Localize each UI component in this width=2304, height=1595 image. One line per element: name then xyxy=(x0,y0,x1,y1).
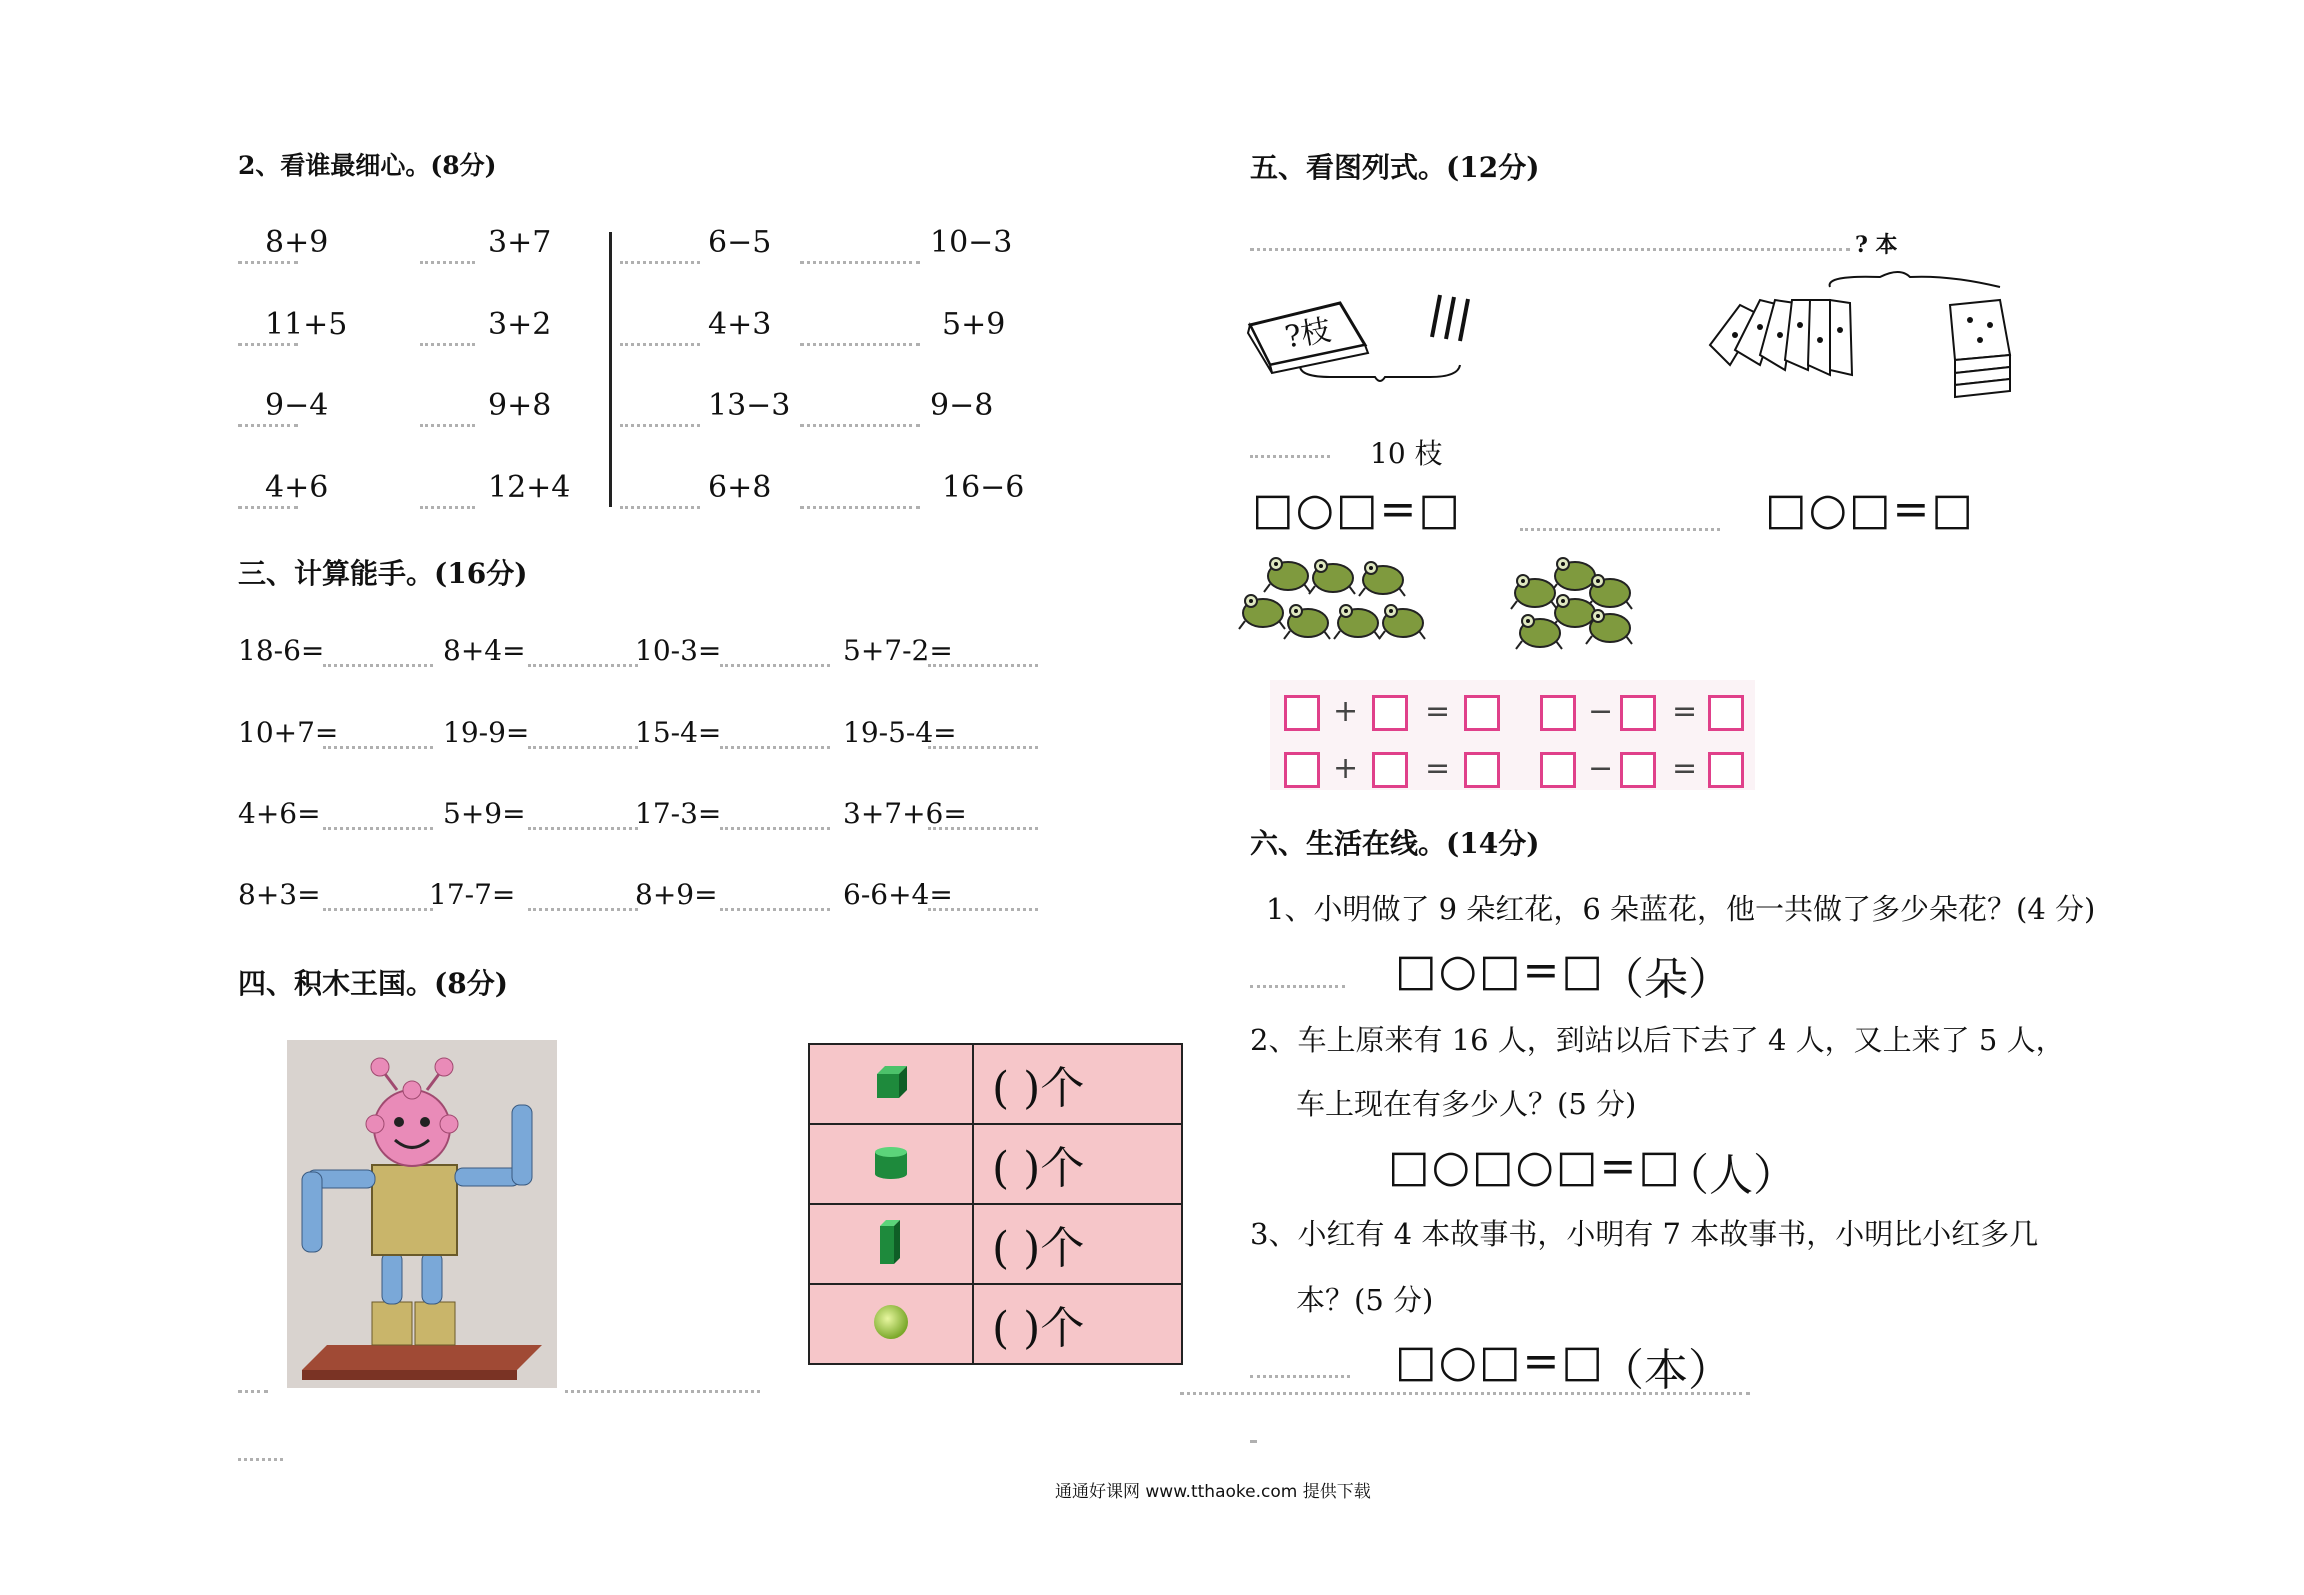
cylinder-count-answer[interactable]: ( )个 xyxy=(973,1124,1182,1204)
calculation-item[interactable]: 5+9= xyxy=(443,797,526,830)
frog-icon xyxy=(1334,605,1380,639)
mental-math-expression: 13−3 xyxy=(708,388,791,423)
cylinder-icon xyxy=(871,1167,911,1186)
pink-box[interactable] xyxy=(1540,695,1576,731)
pencils-total-label: 10 枝 xyxy=(1370,437,1443,470)
mental-math-expression: 4+3 xyxy=(708,307,772,342)
plus-sign: + xyxy=(1333,694,1359,729)
frog-icon xyxy=(1309,560,1355,594)
frog-icon xyxy=(1511,575,1557,609)
pink-box[interactable] xyxy=(1540,752,1576,788)
pink-box[interactable] xyxy=(1708,695,1744,731)
cube-count-answer[interactable]: ( )个 xyxy=(973,1044,1182,1124)
pink-box[interactable] xyxy=(1620,695,1656,731)
mental-math-expression: 5+9 xyxy=(942,307,1006,342)
pink-box[interactable] xyxy=(1372,752,1408,788)
calculation-item[interactable]: 10-3= xyxy=(635,634,722,667)
equals-sign: = xyxy=(1425,694,1451,729)
q1-equation[interactable]: □○□=□ xyxy=(1395,945,1605,996)
section-2-title: 2、看谁最细心。(8分) xyxy=(238,151,497,180)
equals-sign: = xyxy=(1672,751,1698,786)
question-2-line2: 车上现在有多少人？(5 分) xyxy=(1296,1087,1637,1121)
q3-unit: （本） xyxy=(1600,1345,1732,1396)
books-picture xyxy=(1700,265,2030,405)
mental-math-expression: 11+5 xyxy=(265,307,348,342)
calculation-item[interactable]: 18-6= xyxy=(238,634,325,667)
box-label: ?枝 xyxy=(1282,312,1334,356)
cube-icon xyxy=(871,1087,911,1106)
mental-math-expression: 16−6 xyxy=(942,470,1025,505)
shape-count-table xyxy=(808,1043,1183,1365)
mental-math-expression: 3+7 xyxy=(488,225,552,260)
mental-math-expression: 6+8 xyxy=(708,470,772,505)
cuboid-icon xyxy=(876,1251,906,1270)
equals-sign: = xyxy=(1425,751,1451,786)
question-1: 1、小明做了 9 朵红花，6 朵蓝花，他一共做了多少朵花？(4 分) xyxy=(1266,892,2096,926)
frogs-group-left xyxy=(1238,548,1448,663)
mental-math-expression: 10−3 xyxy=(930,225,1013,260)
frog-icon xyxy=(1379,605,1425,639)
calculation-item[interactable]: 8+3= xyxy=(238,878,321,911)
pencil-equation[interactable]: □○□=□ xyxy=(1252,484,1462,535)
calculation-item[interactable]: 4+6= xyxy=(238,797,321,830)
pink-box[interactable] xyxy=(1372,695,1408,731)
mental-math-expression: 9+8 xyxy=(488,388,552,423)
q2-unit: （人） xyxy=(1665,1150,1797,1201)
frog-icon xyxy=(1516,615,1562,649)
frog-icon xyxy=(1239,595,1285,629)
frog-icon xyxy=(1284,605,1330,639)
calculation-item[interactable]: 6-6+4= xyxy=(843,878,953,911)
mental-math-expression: 6−5 xyxy=(708,225,772,260)
calculation-item[interactable]: 8+9= xyxy=(635,878,718,911)
plus-sign: + xyxy=(1333,751,1359,786)
sphere-count-answer[interactable]: ( )个 xyxy=(973,1284,1182,1364)
calculation-item[interactable]: 19-5-4= xyxy=(843,716,957,749)
frog-icon xyxy=(1551,558,1597,592)
footer-credit: 通通好课网 www.tthaoke.com 提供下载 xyxy=(1055,1482,1371,1502)
pink-box[interactable] xyxy=(1708,752,1744,788)
equals-sign: = xyxy=(1672,694,1698,729)
calculation-item[interactable]: 10+7= xyxy=(238,716,339,749)
calculation-item[interactable]: 17-3= xyxy=(635,797,722,830)
frog-icon xyxy=(1264,558,1310,592)
cuboid-count-answer[interactable]: ( )个 xyxy=(973,1204,1182,1284)
pink-box[interactable] xyxy=(1284,695,1320,731)
section-4-title: 四、积木王国。(8分) xyxy=(238,967,508,1000)
section-6-title: 六、生活在线。(14分) xyxy=(1250,827,1540,860)
calculation-item[interactable]: 17-7= xyxy=(429,878,516,911)
pink-box[interactable] xyxy=(1464,695,1500,731)
mental-math-expression: 8+9 xyxy=(265,225,329,260)
books-question-label: ? 本 xyxy=(1855,232,1898,258)
frogs-group-right xyxy=(1510,548,1655,663)
mental-math-expression: 9−4 xyxy=(265,388,329,423)
q1-unit: （朵） xyxy=(1600,954,1732,1005)
pencil-box-picture xyxy=(1240,275,1520,390)
question-3-line2: 本？(5 分) xyxy=(1296,1283,1434,1317)
calculation-item[interactable]: 19-9= xyxy=(443,716,530,749)
section-5-title: 五、看图列式。(12分) xyxy=(1250,151,1540,184)
q3-equation[interactable]: □○□=□ xyxy=(1395,1336,1605,1387)
minus-sign: − xyxy=(1588,694,1614,729)
calculation-item[interactable]: 15-4= xyxy=(635,716,722,749)
sphere-icon xyxy=(871,1327,911,1346)
pink-box[interactable] xyxy=(1620,752,1656,788)
section-3-title: 三、计算能手。(16分) xyxy=(238,557,528,590)
calculation-item[interactable]: 5+7-2= xyxy=(843,634,953,667)
calculation-item[interactable]: 3+7+6= xyxy=(843,797,967,830)
calculation-item[interactable]: 8+4= xyxy=(443,634,526,667)
frog-icon xyxy=(1359,562,1405,596)
frog-icon xyxy=(1586,575,1632,609)
question-3-line1: 3、小红有 4 本故事书，小明有 7 本故事书，小明比小红多几 xyxy=(1250,1217,2039,1251)
minus-sign: − xyxy=(1588,751,1614,786)
mental-math-expression: 4+6 xyxy=(265,470,329,505)
mental-math-expression: 9−8 xyxy=(930,388,994,423)
pink-box[interactable] xyxy=(1464,752,1500,788)
frog-icon xyxy=(1586,610,1632,644)
mental-math-expression: 12+4 xyxy=(488,470,571,505)
mental-math-expression: 3+2 xyxy=(488,307,552,342)
question-2-line1: 2、车上原来有 16 人，到站以后下去了 4 人，又上来了 5 人， xyxy=(1250,1023,2065,1057)
divider-line xyxy=(609,232,612,507)
pink-box[interactable] xyxy=(1284,752,1320,788)
q2-equation[interactable]: □○□○□=□ xyxy=(1388,1141,1682,1192)
robot-image xyxy=(287,1040,557,1388)
books-equation[interactable]: □○□=□ xyxy=(1765,484,1975,535)
